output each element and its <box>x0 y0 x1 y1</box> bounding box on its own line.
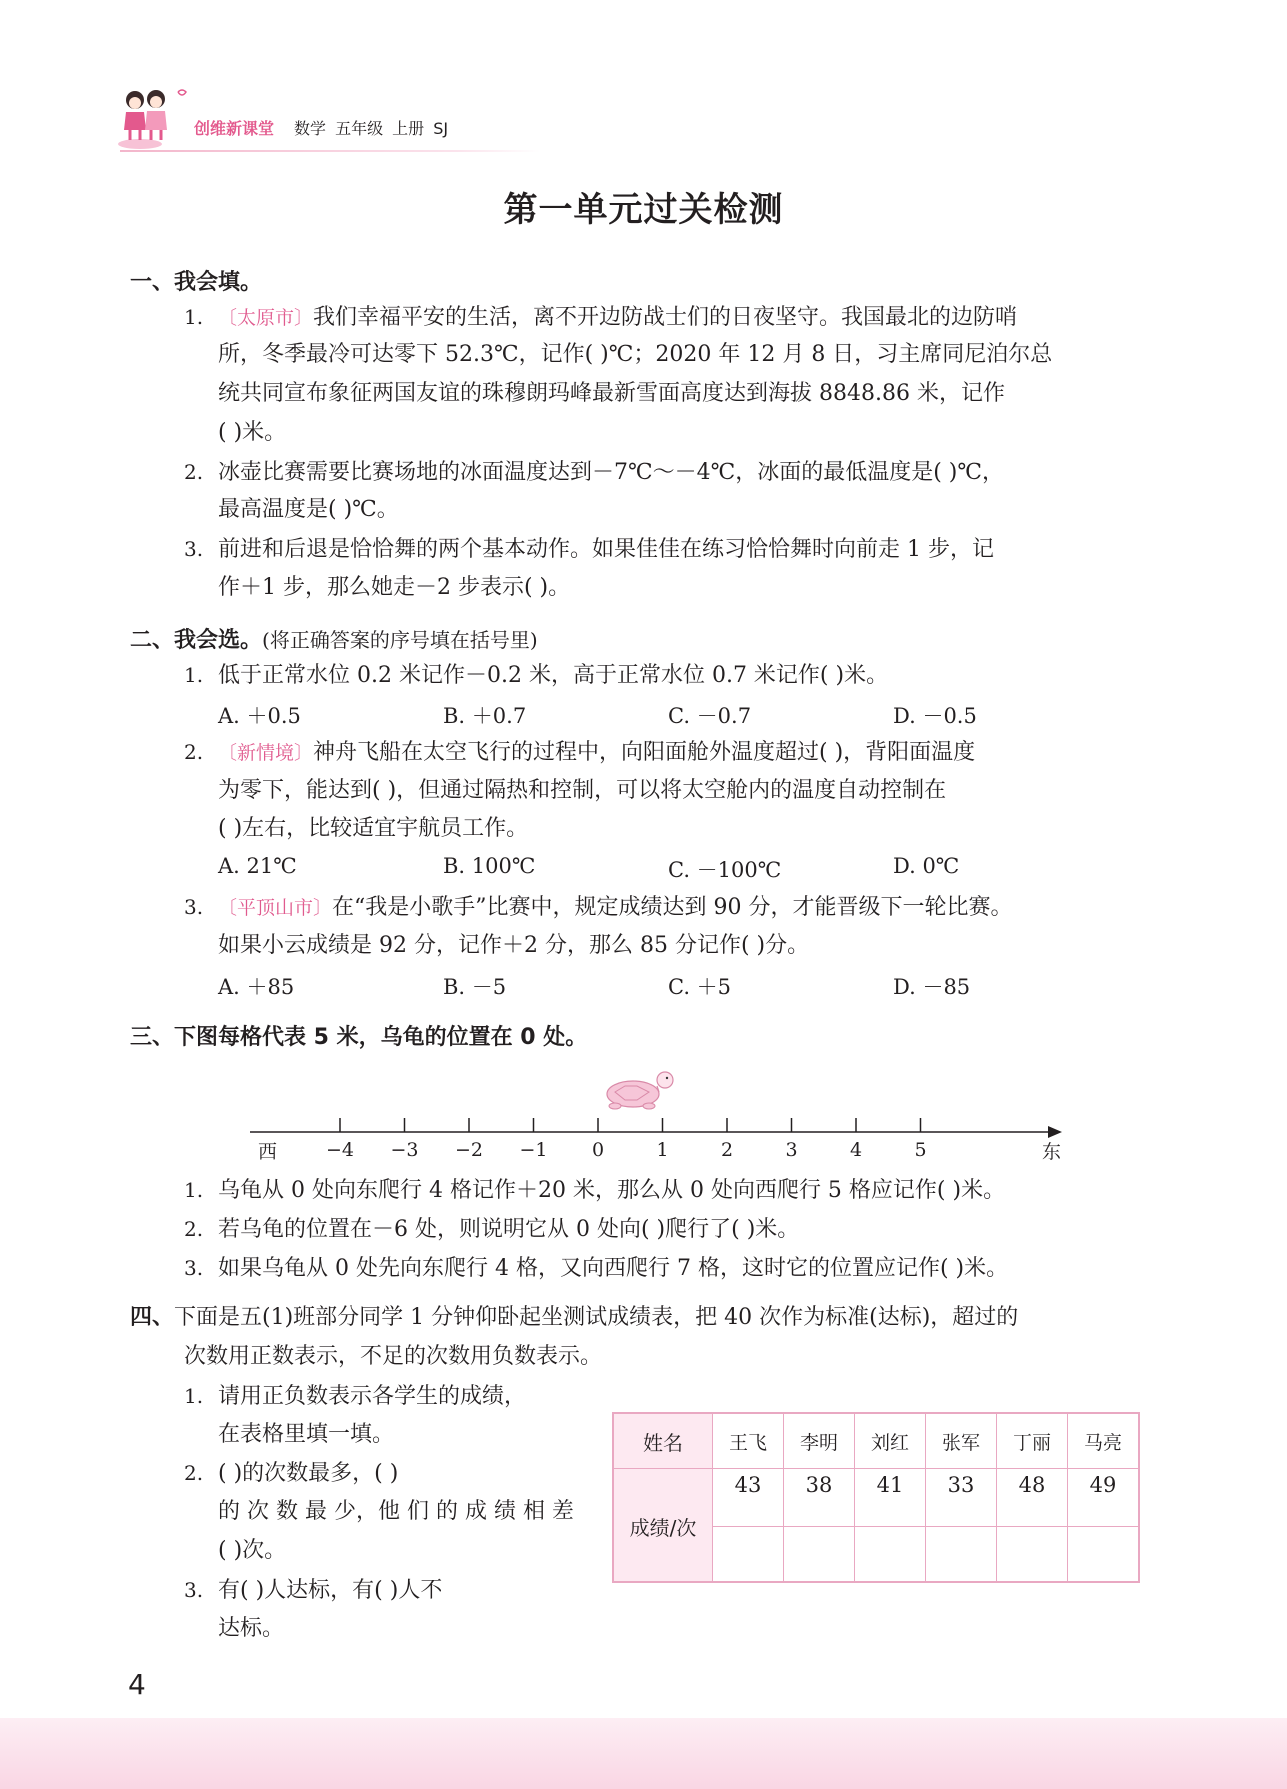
s4-q1-line1 <box>184 1381 526 1412</box>
student-score: 38 <box>784 1469 855 1527</box>
s2-q3-line1 <box>184 892 1013 923</box>
page-title: 第一单元过关检测 <box>503 190 784 230</box>
answer-cell[interactable] <box>784 1527 855 1583</box>
s1-q1-line3: 统共同宣布象征两国友谊的珠穆朗玛峰最新雪面高度达到海拔 8848.86 米，记作 <box>218 381 1005 406</box>
s1-q2-line2: 最高温度是( )℃。 <box>218 497 399 522</box>
s2-q3-line2: 如果小云成绩是 92 分，记作＋2 分，那么 85 分记作( )分。 <box>218 933 810 958</box>
section-2-heading <box>130 623 538 654</box>
student-name: 王飞 <box>713 1413 784 1469</box>
s1-q1-line2: 所，冬季最冷可达零下 52.3℃，记作( )℃；2020 年 12 月 8 日，习主席同尼泊尔总 <box>218 342 1053 367</box>
section-1-heading: 一、我会填。 <box>130 270 263 295</box>
tick-label: 3 <box>785 1139 798 1161</box>
tick-label: 0 <box>591 1139 605 1161</box>
s2-q1-option-d: D. －0.5 <box>893 704 977 728</box>
brand-name: 创维新课堂 <box>194 119 275 138</box>
s2-q3-option-a: A. ＋85 <box>218 975 295 999</box>
s4-q1-line2: 在表格里填一填。 <box>218 1422 395 1447</box>
student-name: 马亮 <box>1068 1413 1140 1469</box>
question-number: 2. <box>184 1461 204 1485</box>
s1-q3-text1: 前进和后退是恰恰舞的两个基本动作。如果佳佳在练习恰恰舞时向前走 1 步，记 <box>218 537 994 562</box>
answer-cell[interactable] <box>926 1527 997 1583</box>
question-number: 1. <box>184 663 204 687</box>
s2-q2-line3: ( )左右，比较适宜宇航员工作。 <box>218 816 529 841</box>
s3-q2-text1: 若乌龟的位置在－6 处，则说明它从 0 处向( )爬行了( )米。 <box>218 1217 800 1242</box>
number-line <box>240 1062 1080 1172</box>
name-header: 姓名 <box>613 1413 713 1469</box>
s4-q3-line2: 达标。 <box>218 1616 285 1641</box>
region-tag: 〔太原市〕 <box>218 307 314 329</box>
page-header <box>118 86 618 156</box>
s2-q1-text1: 低于正常水位 0.2 米记作－0.2 米，高于正常水位 0.7 米记作( )米。 <box>218 663 889 688</box>
s4-q2-line2: 的 次 数 最 少，他 们 的 成 绩 相 差 <box>218 1499 574 1524</box>
s4-intro-text1: 下面是五(1)班部分同学 1 分钟仰卧起坐测试成绩表，把 40 次作为标准(达标)，超过的 <box>174 1305 1019 1330</box>
s1-q3-line2: 作＋1 步，那么她走－2 步表示( )。 <box>218 575 571 600</box>
s4-q3-text1: 有( )人达标，有( )人不 <box>218 1578 443 1603</box>
turtle-icon <box>607 1072 673 1109</box>
student-score: 48 <box>997 1469 1068 1527</box>
s2-q2-option-d: D. 0℃ <box>893 854 960 878</box>
s2-q2-line2: 为零下，能达到( )，但通过隔热和控制，可以将太空舱内的温度自动控制在 <box>218 778 947 803</box>
arrow-right-icon <box>1048 1126 1062 1138</box>
s2-q3-option-d: D. －85 <box>893 975 971 999</box>
question-number: 2. <box>184 740 204 764</box>
s3-q3-line1 <box>184 1253 1008 1284</box>
answer-cell[interactable] <box>855 1527 926 1583</box>
s4-q3-line1 <box>184 1575 442 1606</box>
s2-q3-option-c: C. ＋5 <box>668 975 732 999</box>
tick-label: 4 <box>849 1139 863 1161</box>
table-row <box>613 1413 1139 1469</box>
tick-label: −3 <box>390 1139 419 1161</box>
s4-q2-line1 <box>184 1458 398 1489</box>
s2-q1-option-c: C. －0.7 <box>668 704 752 728</box>
book-info: 数学 五年级 上册 SJ <box>294 119 449 138</box>
region-tag: 〔新情境〕 <box>218 742 314 764</box>
s2-q2-line1 <box>184 737 975 768</box>
student-score: 41 <box>855 1469 926 1527</box>
s2-q1-line1 <box>184 660 888 691</box>
question-number: 1. <box>184 305 204 329</box>
student-name: 刘红 <box>855 1413 926 1469</box>
east-label: 东 <box>1042 1141 1062 1163</box>
question-number: 2. <box>184 1217 204 1241</box>
student-score: 43 <box>713 1469 784 1527</box>
s4-intro-line2: 次数用正数表示，不足的次数用负数表示。 <box>184 1344 603 1369</box>
s2-q2-option-c: C. －100℃ <box>668 858 782 882</box>
s1-q2-line1 <box>184 457 1004 488</box>
s3-q1-line1 <box>184 1175 1005 1206</box>
header-divider <box>120 150 540 152</box>
answer-cell[interactable] <box>1068 1527 1140 1583</box>
question-number: 3. <box>184 1578 204 1602</box>
s1-q1-line1 <box>184 302 1017 333</box>
student-score: 33 <box>926 1469 997 1527</box>
west-label: 西 <box>258 1141 278 1163</box>
s4-q1-text1: 请用正负数表示各学生的成绩， <box>218 1384 527 1409</box>
s2-q2-option-a: A. 21℃ <box>218 854 297 878</box>
tick-label: −1 <box>519 1139 548 1161</box>
tick-label: 1 <box>656 1139 669 1161</box>
section-2-title: 二、我会选。 <box>130 628 263 653</box>
s1-q3-line1 <box>184 534 994 565</box>
question-number: 1. <box>184 1384 204 1408</box>
s4-q2-text1: ( )的次数最多，( ) <box>218 1461 399 1486</box>
s3-q2-line1 <box>184 1214 799 1245</box>
s2-q2-option-b: B. 100℃ <box>443 854 536 878</box>
s4-q2-line3: ( )次。 <box>218 1538 287 1563</box>
s1-q1-line4: ( )米。 <box>218 420 287 445</box>
score-table <box>612 1412 1140 1583</box>
s1-q1-text1: 我们幸福平安的生活，离不开边防战士们的日夜坚守。我国最北的边防哨 <box>313 305 1018 330</box>
question-number: 3. <box>184 537 204 561</box>
answer-cell[interactable] <box>713 1527 784 1583</box>
student-score: 49 <box>1068 1469 1140 1527</box>
tick-label: 5 <box>914 1139 927 1161</box>
tick-label: 2 <box>720 1139 734 1161</box>
section-3-heading: 三、下图每格代表 5 米，乌龟的位置在 0 处。 <box>130 1025 588 1050</box>
s3-q1-text1: 乌龟从 0 处向东爬行 4 格记作＋20 米，那么从 0 处向西爬行 5 格应记作( )米。 <box>218 1178 1006 1203</box>
tick-label: −2 <box>454 1139 484 1161</box>
student-name: 李明 <box>784 1413 855 1469</box>
question-number: 2. <box>184 460 204 484</box>
question-number: 3. <box>184 895 204 919</box>
page-number: 4 <box>128 1668 146 1701</box>
section-4-heading: 四、 <box>130 1305 175 1330</box>
score-header: 成绩/次 <box>613 1469 713 1583</box>
tick-label: −4 <box>325 1139 355 1161</box>
student-name: 丁丽 <box>997 1413 1068 1469</box>
student-name: 张军 <box>926 1413 997 1469</box>
s2-q1-option-b: B. ＋0.7 <box>443 704 527 728</box>
section-4-intro-line1 <box>130 1303 1018 1333</box>
s3-q3-text1: 如果乌龟从 0 处先向东爬行 4 格，又向西爬行 7 格，这时它的位置应记作( )米。 <box>218 1256 1009 1281</box>
question-number: 3. <box>184 1256 204 1280</box>
question-number: 1. <box>184 1178 204 1202</box>
s1-q2-text1: 冰壶比赛需要比赛场地的冰面温度达到－7℃～－4℃，冰面的最低温度是( )℃， <box>218 460 1004 485</box>
s2-q3-option-b: B. －5 <box>443 975 507 999</box>
s2-q1-option-a: A. ＋0.5 <box>218 704 301 728</box>
table-row <box>613 1469 1139 1527</box>
s2-q3-text1: 在“我是小歌手”比赛中，规定成绩达到 90 分，才能晋级下一轮比赛。 <box>332 895 1013 920</box>
answer-cell[interactable] <box>997 1527 1068 1583</box>
section-2-note: (将正确答案的序号填在括号里) <box>262 628 538 652</box>
region-tag: 〔平顶山市〕 <box>218 897 333 919</box>
footer-band <box>0 1718 1287 1789</box>
s2-q2-text1: 神舟飞船在太空飞行的过程中，向阳面舱外温度超过( )，背阳面温度 <box>313 740 976 765</box>
